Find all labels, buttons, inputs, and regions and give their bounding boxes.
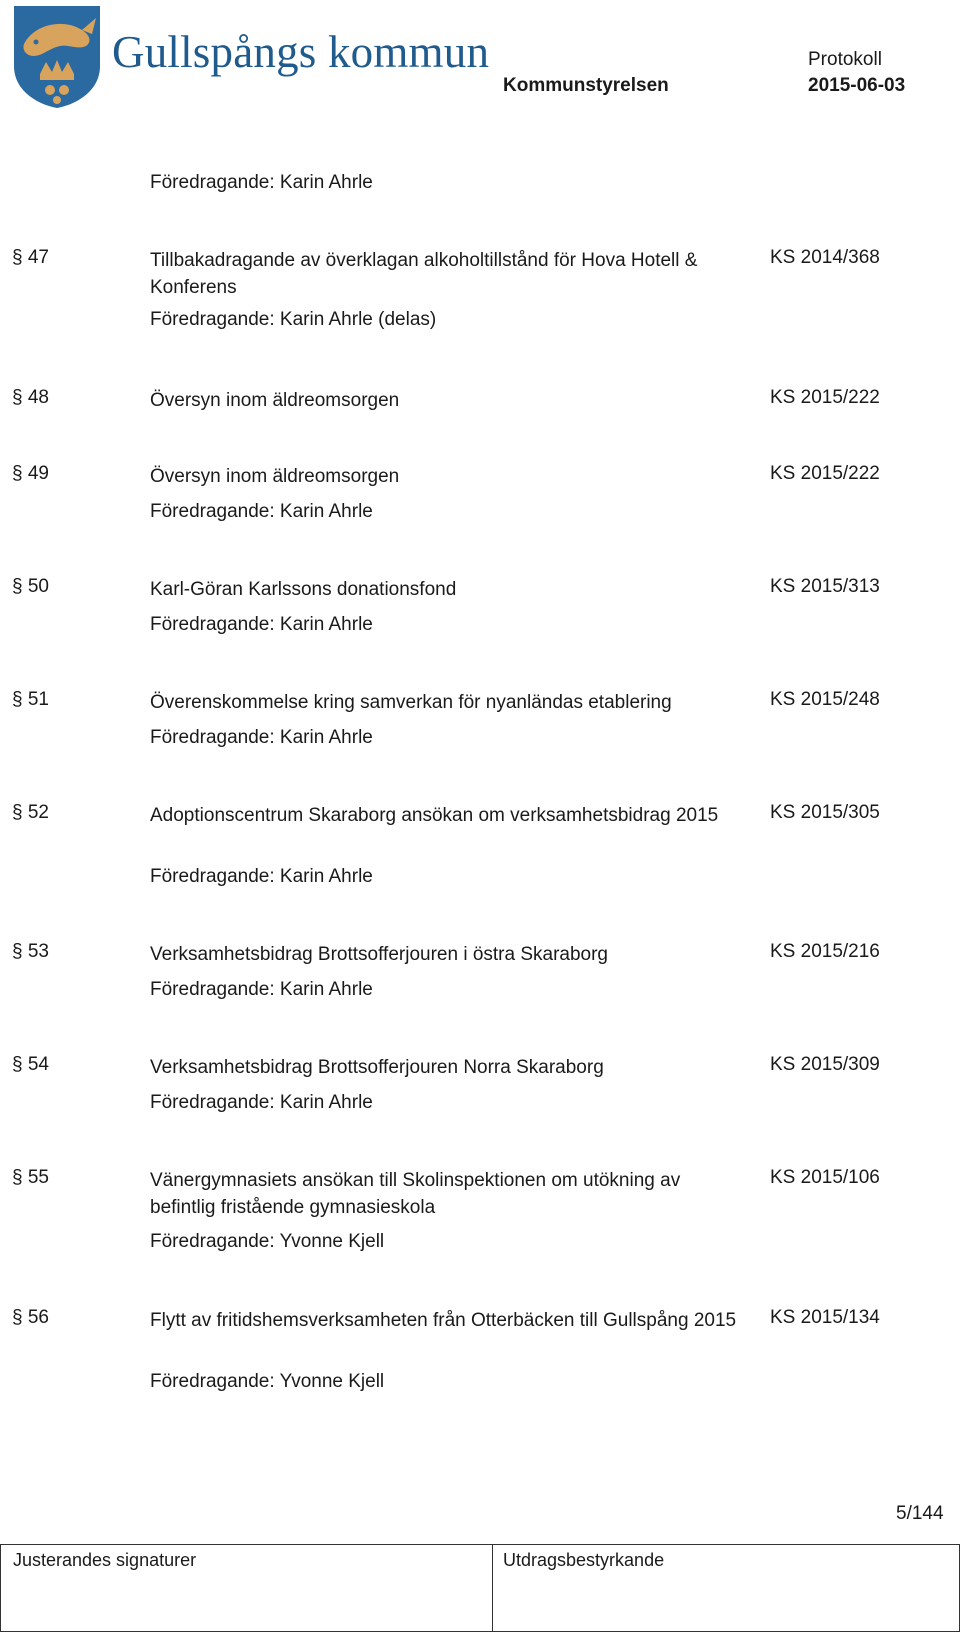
item-presenter: Föredragande: Yvonne Kjell: [150, 1231, 385, 1252]
item-presenter: Föredragande: Karin Ahrle (delas): [150, 309, 437, 330]
item-number: § 55: [12, 1167, 49, 1188]
organization-name: Gullspångs kommun: [112, 27, 490, 77]
item-presenter: Föredragande: Karin Ahrle: [150, 501, 373, 522]
board-name: Kommunstyrelsen: [503, 75, 669, 96]
item-reference: KS 2015/216: [770, 941, 880, 962]
item-reference: KS 2015/305: [770, 802, 880, 823]
item-number: § 47: [12, 247, 49, 268]
item-title: Överenskommelse kring samverkan för nyanländas etablering: [150, 692, 672, 713]
item-title: Översyn inom äldreomsorgen: [150, 466, 400, 487]
item-title: Adoptionscentrum Skaraborg ansökan om verksamhetsbidrag 2015: [150, 805, 719, 826]
item-presenter: Föredragande: Karin Ahrle: [150, 866, 373, 887]
item-title: Flytt av fritidshemsverksamheten från Otterbäcken till Gullspång 2015: [150, 1310, 737, 1331]
item-presenter: Föredragande: Yvonne Kjell: [150, 1371, 385, 1392]
item-number: § 51: [12, 689, 49, 710]
item-title: Tillbakadragande av överklagan alkoholtillstånd för Hova Hotell & Konferens: [150, 250, 698, 298]
signatures-label: Justerandes signaturer: [13, 1550, 197, 1570]
item-reference: KS 2015/134: [770, 1307, 880, 1328]
item-reference: KS 2015/313: [770, 576, 880, 597]
document-date: 2015-06-03: [808, 75, 906, 96]
item-reference: KS 2015/222: [770, 387, 880, 408]
item-presenter: Föredragande: Karin Ahrle: [150, 614, 373, 635]
item-reference: KS 2015/222: [770, 463, 880, 484]
certification-label: Utdragsbestyrkande: [503, 1550, 665, 1570]
item-presenter: Föredragande: Karin Ahrle: [150, 979, 373, 1000]
crest-icon: [12, 4, 102, 110]
intro-presenter: Föredragande: Karin Ahrle: [150, 172, 373, 193]
signatures-cell: [1, 1545, 493, 1631]
item-presenter: Föredragande: Karin Ahrle: [150, 727, 373, 748]
item-title: Vänergymnasiets ansökan till Skolinspektionen om utökning av befintlig fristående gymnasieskola: [150, 1170, 681, 1218]
item-number: § 50: [12, 576, 49, 597]
item-reference: KS 2014/368: [770, 247, 880, 268]
item-number: § 54: [12, 1054, 49, 1075]
item-number: § 52: [12, 802, 49, 823]
item-number: § 53: [12, 941, 49, 962]
document-type: Protokoll: [808, 49, 882, 70]
certification-cell: [493, 1545, 959, 1631]
item-title: Verksamhetsbidrag Brottsofferjouren Norra Skaraborg: [150, 1057, 604, 1078]
item-title: Översyn inom äldreomsorgen: [150, 390, 400, 411]
item-number: § 48: [12, 387, 49, 408]
item-reference: KS 2015/106: [770, 1167, 880, 1188]
footer-signature-box: [0, 1544, 960, 1632]
item-number: § 49: [12, 463, 49, 484]
item-reference: KS 2015/248: [770, 689, 880, 710]
item-reference: KS 2015/309: [770, 1054, 880, 1075]
item-number: § 56: [12, 1307, 49, 1328]
item-title: Karl-Göran Karlssons donationsfond: [150, 579, 457, 600]
item-title: Verksamhetsbidrag Brottsofferjouren i östra Skaraborg: [150, 944, 608, 965]
item-presenter: Föredragande: Karin Ahrle: [150, 1092, 373, 1113]
page-number: 5/144: [896, 1503, 944, 1524]
